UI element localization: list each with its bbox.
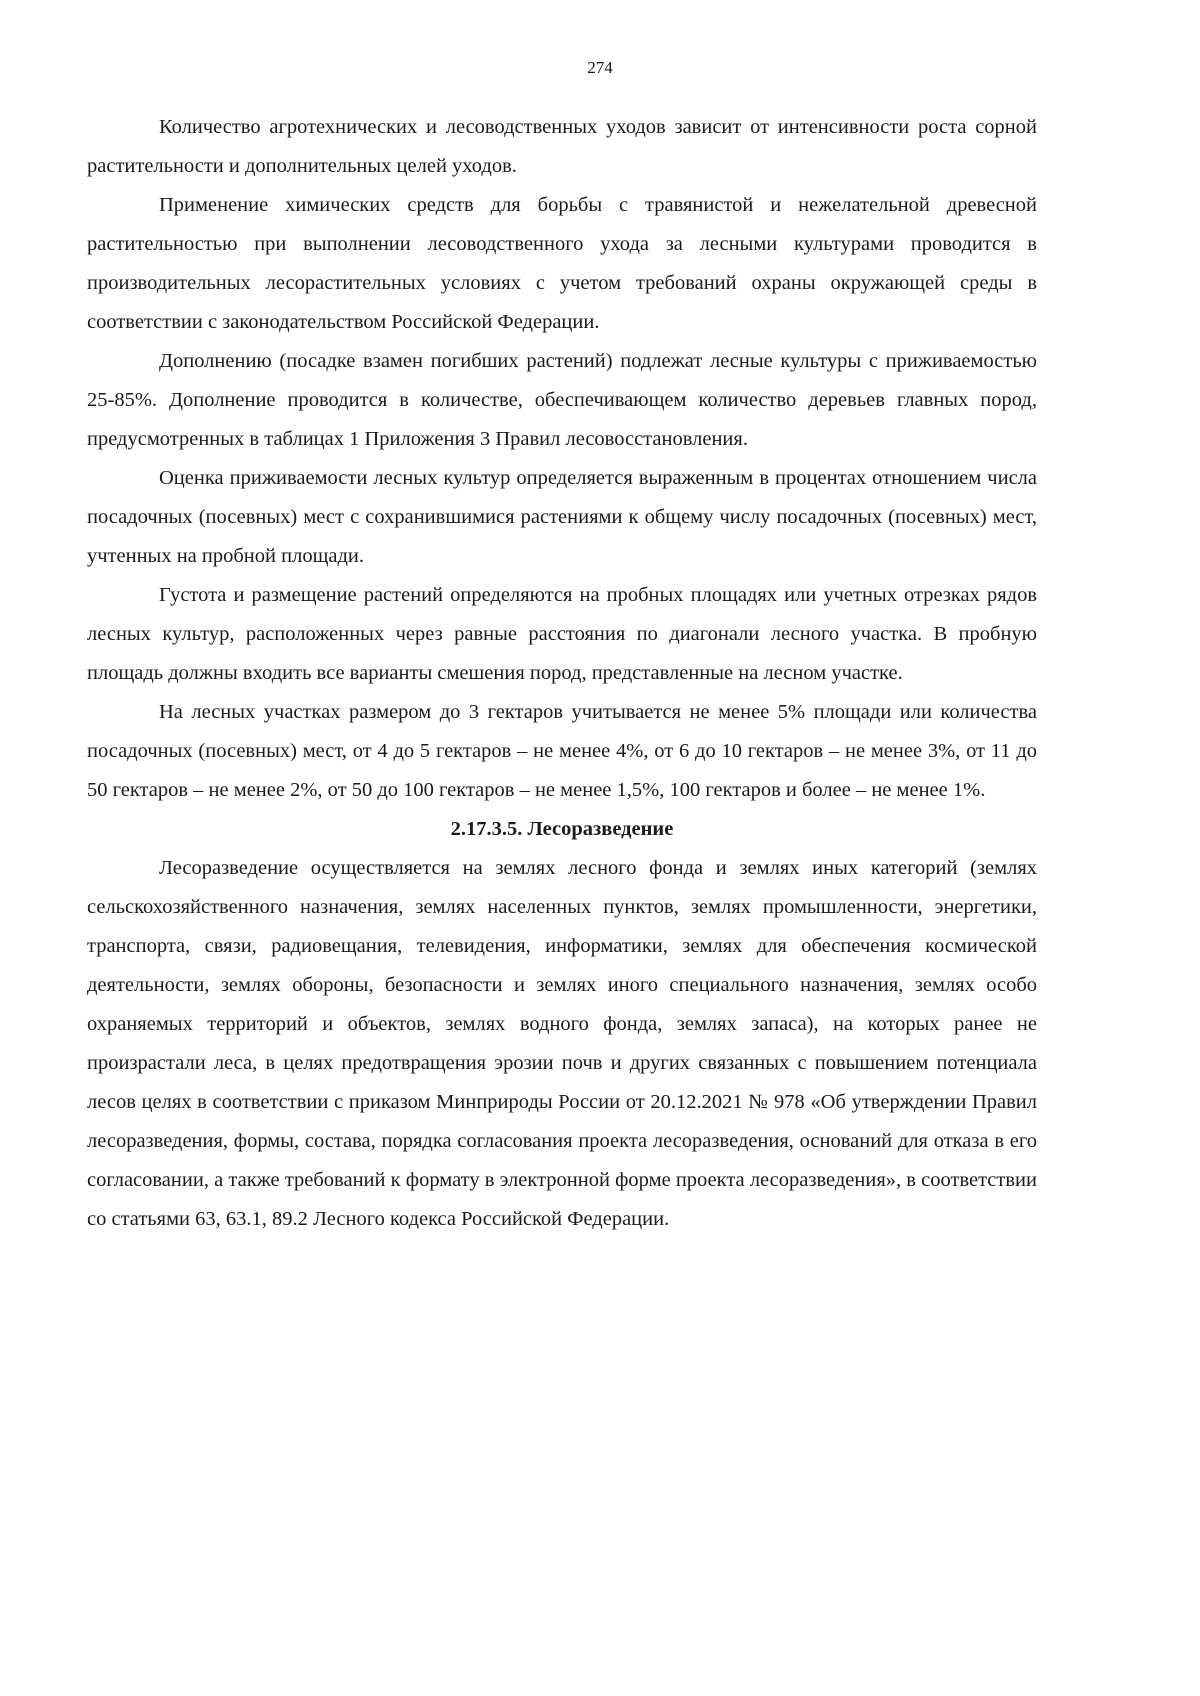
page-number: 274 — [587, 58, 613, 77]
section-heading: 2.17.3.5. Лесоразведение — [450, 818, 674, 840]
paragraph-survival-assessment: Оценка приживаемости лесных культур определяется выраженным в процентах отношением числа посадочных (посевных) мест с сохранившимися растениями к общему числу посадочных (посевных) мест, учтенных на пробной площади. — [87, 467, 1037, 567]
paragraph-replanting: Дополнению (посадке взамен погибших растений) подлежат лесные культуры с приживаемостью 25-85%. Дополнение проводится в количестве, обеспечивающем количество деревьев главных пород, предусмотренных в таблицах 1 Приложения 3 Правил лесовосстановления. — [87, 350, 1037, 450]
paragraph-density-placement: Густота и размещение растений определяются на пробных площадях или учетных отрезках рядов лесных культур, расположенных через равные расстояния по диагонали лесного участка. В пробную площадь должны входить все варианты смешения пород, представленные на лесном участке. — [87, 584, 1037, 684]
page-content — [87, 108, 1037, 1239]
paragraph-sampling-rates: На лесных участках размером до 3 гектаров учитывается не менее 5% площади или количества посадочных (посевных) мест, от 4 до 5 гектаров – не менее 4%, от 6 до 10 гектаров – не менее 3%, от 11 до 50 гектаров – не менее 2%, от 50 до 100 гектаров – не менее 1,5%, 100 гектаров и более – не менее 1%. — [87, 701, 1037, 801]
paragraph-afforestation: Лесоразведение осуществляется на землях лесного фонда и землях иных категорий (землях сельскохозяйственного назначения, землях населенных пунктов, землях промышленности, энергетики, транспорта, связи, радиовещания, телевидения, информатики, землях для обеспечения космической деятельности, землях обороны, безопасности и землях иного специального назначения, землях особо охраняемых территорий и объектов, землях водного фонда, землях запаса), на которых ранее не произрастали леса, в целях предотвращения эрозии почв и других связанных с повышением потенциала лесов целях в соответствии с приказом Минприроды России от 20.12.2021 № 978 «Об утверждении Правил лесоразведения, формы, состава, порядка согласования проекта лесоразведения, оснований для отказа в его согласовании, а также требований к формату в электронной форме проекта лесоразведения», в соответствии со статьями 63, 63.1, 89.2 Лесного кодекса Российской Федерации. — [87, 857, 1037, 1230]
paragraph-maintenance-count: Количество агротехнических и лесоводственных уходов зависит от интенсивности роста сорной растительности и дополнительных целей уходов. — [87, 116, 1037, 177]
paragraph-chemical-means: Применение химических средств для борьбы с травянистой и нежелательной древесной растительностью при выполнении лесоводственного ухода за лесными культурами проводится в производительных лесорастительных условиях с учетом требований охраны окружающей среды в соответствии с законодательством Российской Федерации. — [87, 194, 1037, 333]
